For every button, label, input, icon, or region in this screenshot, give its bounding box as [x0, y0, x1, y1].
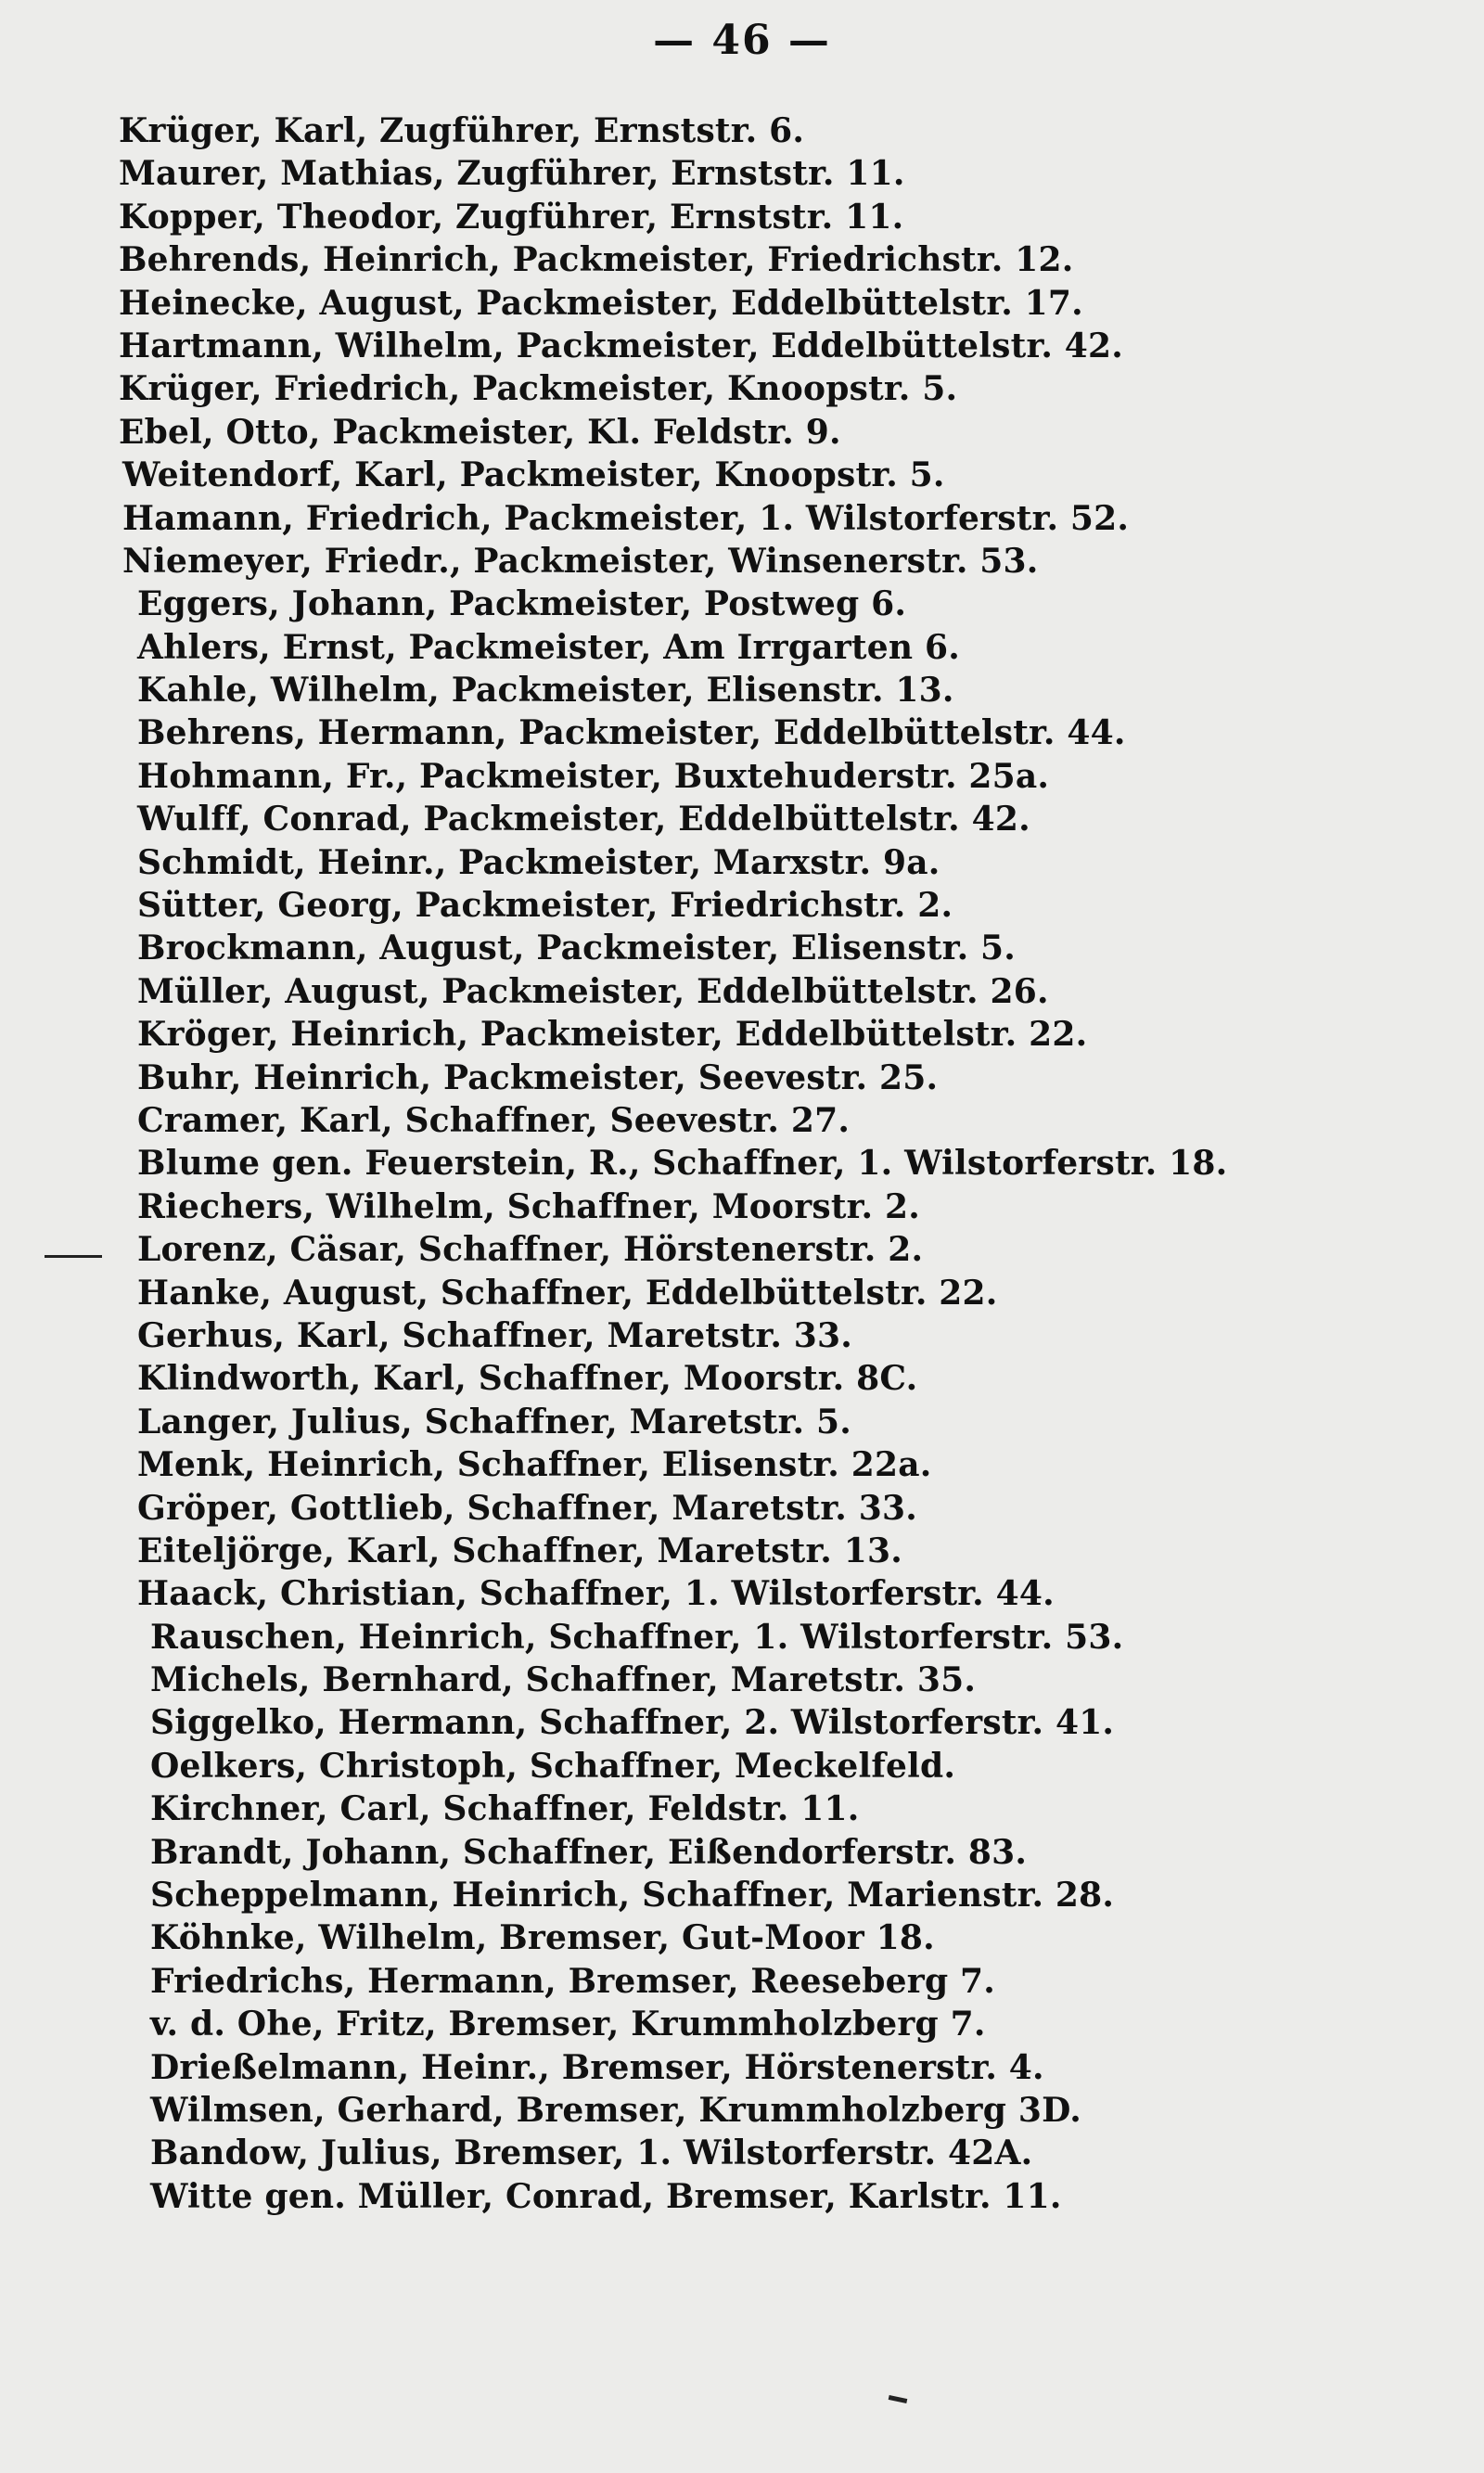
directory-entry: Rauschen, Heinrich, Schaffner, 1. Wilstorferstr. 53. [150, 1617, 1124, 1657]
directory-list [119, 109, 1454, 2218]
directory-entry: Behrends, Heinrich, Packmeister, Friedrichstr. 12. [119, 240, 1074, 280]
directory-entry: Eggers, Johann, Packmeister, Postweg 6. [137, 584, 907, 624]
directory-entry: Schmidt, Heinr., Packmeister, Marxstr. 9a. [137, 842, 940, 882]
directory-entry: Scheppelmann, Heinrich, Schaffner, Marienstr. 28. [150, 1876, 1115, 1916]
directory-entry: Hohmann, Fr., Packmeister, Buxtehuderstr. 25a. [137, 756, 1050, 796]
directory-entry: Siggelko, Hermann, Schaffner, 2. Wilstorferstr. 41. [150, 1703, 1115, 1743]
directory-entry: Brandt, Johann, Schaffner, Eißendorferstr. 83. [150, 1832, 1028, 1872]
directory-entry: v. d. Ohe, Fritz, Bremser, Krummholzberg 7. [150, 2005, 986, 2044]
directory-entry: Maurer, Mathias, Zugführer, Ernststr. 11. [119, 154, 905, 194]
directory-entry: Oelkers, Christoph, Schaffner, Meckelfeld. [150, 1746, 956, 1786]
directory-entry: Heinecke, August, Packmeister, Eddelbüttelstr. 17. [119, 283, 1083, 323]
directory-entry: Wilmsen, Gerhard, Bremser, Krummholzberg 3D. [150, 2090, 1081, 2130]
directory-entry: Menk, Heinrich, Schaffner, Elisenstr. 22a. [137, 1445, 932, 1485]
directory-entry: Lorenz, Cäsar, Schaffner, Hörstenerstr. 2. [137, 1230, 924, 1270]
directory-entry: Hanke, August, Schaffner, Eddelbüttelstr. 22. [137, 1273, 998, 1313]
directory-entry: Gröper, Gottlieb, Schaffner, Maretstr. 33. [137, 1488, 917, 1528]
directory-entry: Niemeyer, Friedr., Packmeister, Winsenerstr. 53. [122, 541, 1039, 581]
directory-entry: Krüger, Friedrich, Packmeister, Knoopstr. 5. [119, 369, 958, 409]
directory-entry: Behrens, Hermann, Packmeister, Eddelbüttelstr. 44. [137, 713, 1126, 753]
directory-entry: Müller, August, Packmeister, Eddelbüttelstr. 26. [137, 971, 1049, 1011]
directory-entry: Kirchner, Carl, Schaffner, Feldstr. 11. [150, 1789, 860, 1829]
directory-entry: Bandow, Julius, Bremser, 1. Wilstorferstr. 42A. [150, 2133, 1033, 2173]
directory-entry: Hartmann, Wilhelm, Packmeister, Eddelbüttelstr. 42. [119, 326, 1124, 365]
directory-entry: Michels, Bernhard, Schaffner, Maretstr. 35. [150, 1660, 977, 1700]
directory-entry: Kröger, Heinrich, Packmeister, Eddelbüttelstr. 22. [137, 1015, 1088, 1055]
directory-entry: Hamann, Friedrich, Packmeister, 1. Wilstorferstr. 52. [122, 498, 1130, 538]
directory-entry: Buhr, Heinrich, Packmeister, Seevestr. 25. [137, 1057, 939, 1097]
directory-entry: Brockmann, August, Packmeister, Elisenstr. 5. [137, 929, 1017, 968]
directory-entry: Cramer, Karl, Schaffner, Seevestr. 27. [137, 1100, 851, 1140]
directory-entry: Friedrichs, Hermann, Bremser, Reeseberg 7. [150, 1961, 996, 2001]
directory-entry: Gerhus, Karl, Schaffner, Maretstr. 33. [137, 1315, 853, 1355]
bottom-ink-mark [889, 2395, 908, 2403]
directory-entry: Ahlers, Ernst, Packmeister, Am Irrgarten 6. [137, 627, 960, 667]
directory-entry: Köhnke, Wilhelm, Bremser, Gut-Moor 18. [150, 1918, 935, 1958]
directory-entry: Drießelmann, Heinr., Bremser, Hörstenerstr. 4. [150, 2047, 1044, 2087]
directory-entry: Kopper, Theodor, Zugführer, Ernststr. 11. [119, 197, 904, 237]
directory-entry: Weitendorf, Karl, Packmeister, Knoopstr. 5. [122, 455, 945, 495]
margin-dash-mark [45, 1255, 102, 1258]
directory-entry: Klindworth, Karl, Schaffner, Moorstr. 8C. [137, 1359, 918, 1399]
directory-entry: Ebel, Otto, Packmeister, Kl. Feldstr. 9. [119, 412, 841, 452]
directory-entry: Kahle, Wilhelm, Packmeister, Elisenstr. 13. [137, 671, 954, 711]
directory-entry: Haack, Christian, Schaffner, 1. Wilstorferstr. 44. [137, 1574, 1055, 1614]
directory-entry: Blume gen. Feuerstein, R., Schaffner, 1. Wilstorferstr. 18. [137, 1144, 1228, 1184]
directory-entry: Sütter, Georg, Packmeister, Friedrichstr. 2. [137, 886, 953, 926]
directory-entry: Eiteljörge, Karl, Schaffner, Maretstr. 13. [137, 1531, 903, 1570]
directory-entry: Riechers, Wilhelm, Schaffner, Moorstr. 2. [137, 1186, 920, 1226]
directory-entry: Witte gen. Müller, Conrad, Bremser, Karlstr. 11. [150, 2176, 1062, 2216]
page-number: — 46 — [653, 17, 831, 64]
directory-entry: Krüger, Karl, Zugführer, Ernststr. 6. [119, 111, 805, 150]
directory-entry: Langer, Julius, Schaffner, Maretstr. 5. [137, 1402, 851, 1442]
directory-entry: Wulff, Conrad, Packmeister, Eddelbüttelstr. 42. [137, 800, 1030, 839]
